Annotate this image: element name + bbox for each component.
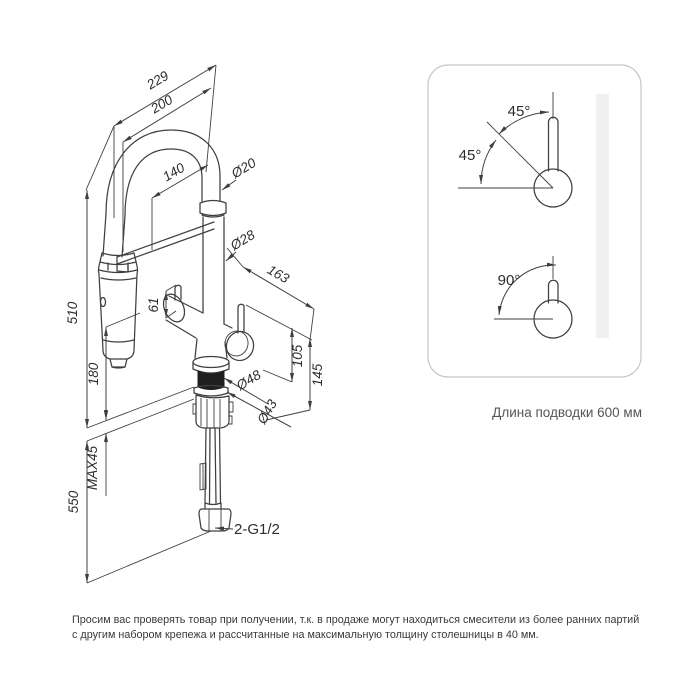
dock-arm (117, 222, 214, 272)
faucet-body (159, 285, 256, 363)
dimension-163 (227, 248, 314, 340)
gray-accent-bar (596, 94, 609, 338)
dim-label-thread: 2-G1/2 (234, 521, 280, 538)
angle-label-90: 90° (497, 272, 521, 289)
dim-label-550: 550 (66, 490, 81, 514)
spout-collar (200, 201, 226, 218)
dim-label-max45: MAX45 (85, 445, 100, 491)
dimension-61 (146, 285, 176, 318)
dim-label-229: 229 (144, 67, 172, 93)
dim-label-dia28: Ø28 (227, 227, 258, 254)
dim-label-163: 163 (264, 261, 292, 287)
dimension-max45 (85, 408, 106, 496)
dim-label-200: 200 (148, 91, 176, 117)
supply-hoses (199, 428, 231, 531)
dim-label-145: 145 (310, 363, 325, 387)
spray-head (99, 253, 138, 368)
dim-label-dia20: Ø20 (228, 155, 259, 182)
dim-label-dia48: Ø48 (233, 367, 264, 394)
angle-label-45-top: 45° (507, 103, 531, 120)
dimensions (65, 65, 325, 583)
dim-label-61: 61 (146, 297, 161, 313)
dimension-dia20 (222, 155, 259, 190)
dim-label-510: 510 (65, 301, 80, 325)
rotation-panel (428, 65, 642, 420)
dimension-dia48 (224, 367, 268, 404)
dimension-550 (66, 441, 87, 583)
mounting-lugs (193, 402, 233, 424)
spray-button (101, 298, 106, 307)
angle-label-45-left: 45° (458, 147, 482, 164)
footer-note-line2: с другим набором крепежа и рассчитанные на максимальную толщину столешницы в 40 мм. (72, 629, 539, 641)
footer-note (72, 614, 639, 641)
handle-pin (238, 304, 244, 333)
riser-pipe (203, 217, 224, 324)
dimension-dia28 (226, 227, 258, 261)
hose-length-caption: Длина подводки 600 мм (492, 405, 642, 420)
g12-nut (199, 509, 231, 531)
dim-label-dia43: Ø43 (254, 396, 280, 427)
dimension-dia43 (227, 392, 291, 427)
panel-border (428, 65, 641, 377)
footer-note-line1: Просим вас проверять товар при получении, т.к. в продаже могут находиться смесители из более ранних партий (72, 614, 640, 626)
dim-label-105: 105 (290, 344, 305, 368)
dimension-thread (215, 521, 280, 538)
dimension-510 (65, 190, 87, 428)
dimension-229 (86, 65, 216, 218)
dim-label-140: 140 (160, 159, 188, 185)
dim-label-180: 180 (86, 362, 101, 386)
faucet-technical-drawing (87, 130, 256, 583)
